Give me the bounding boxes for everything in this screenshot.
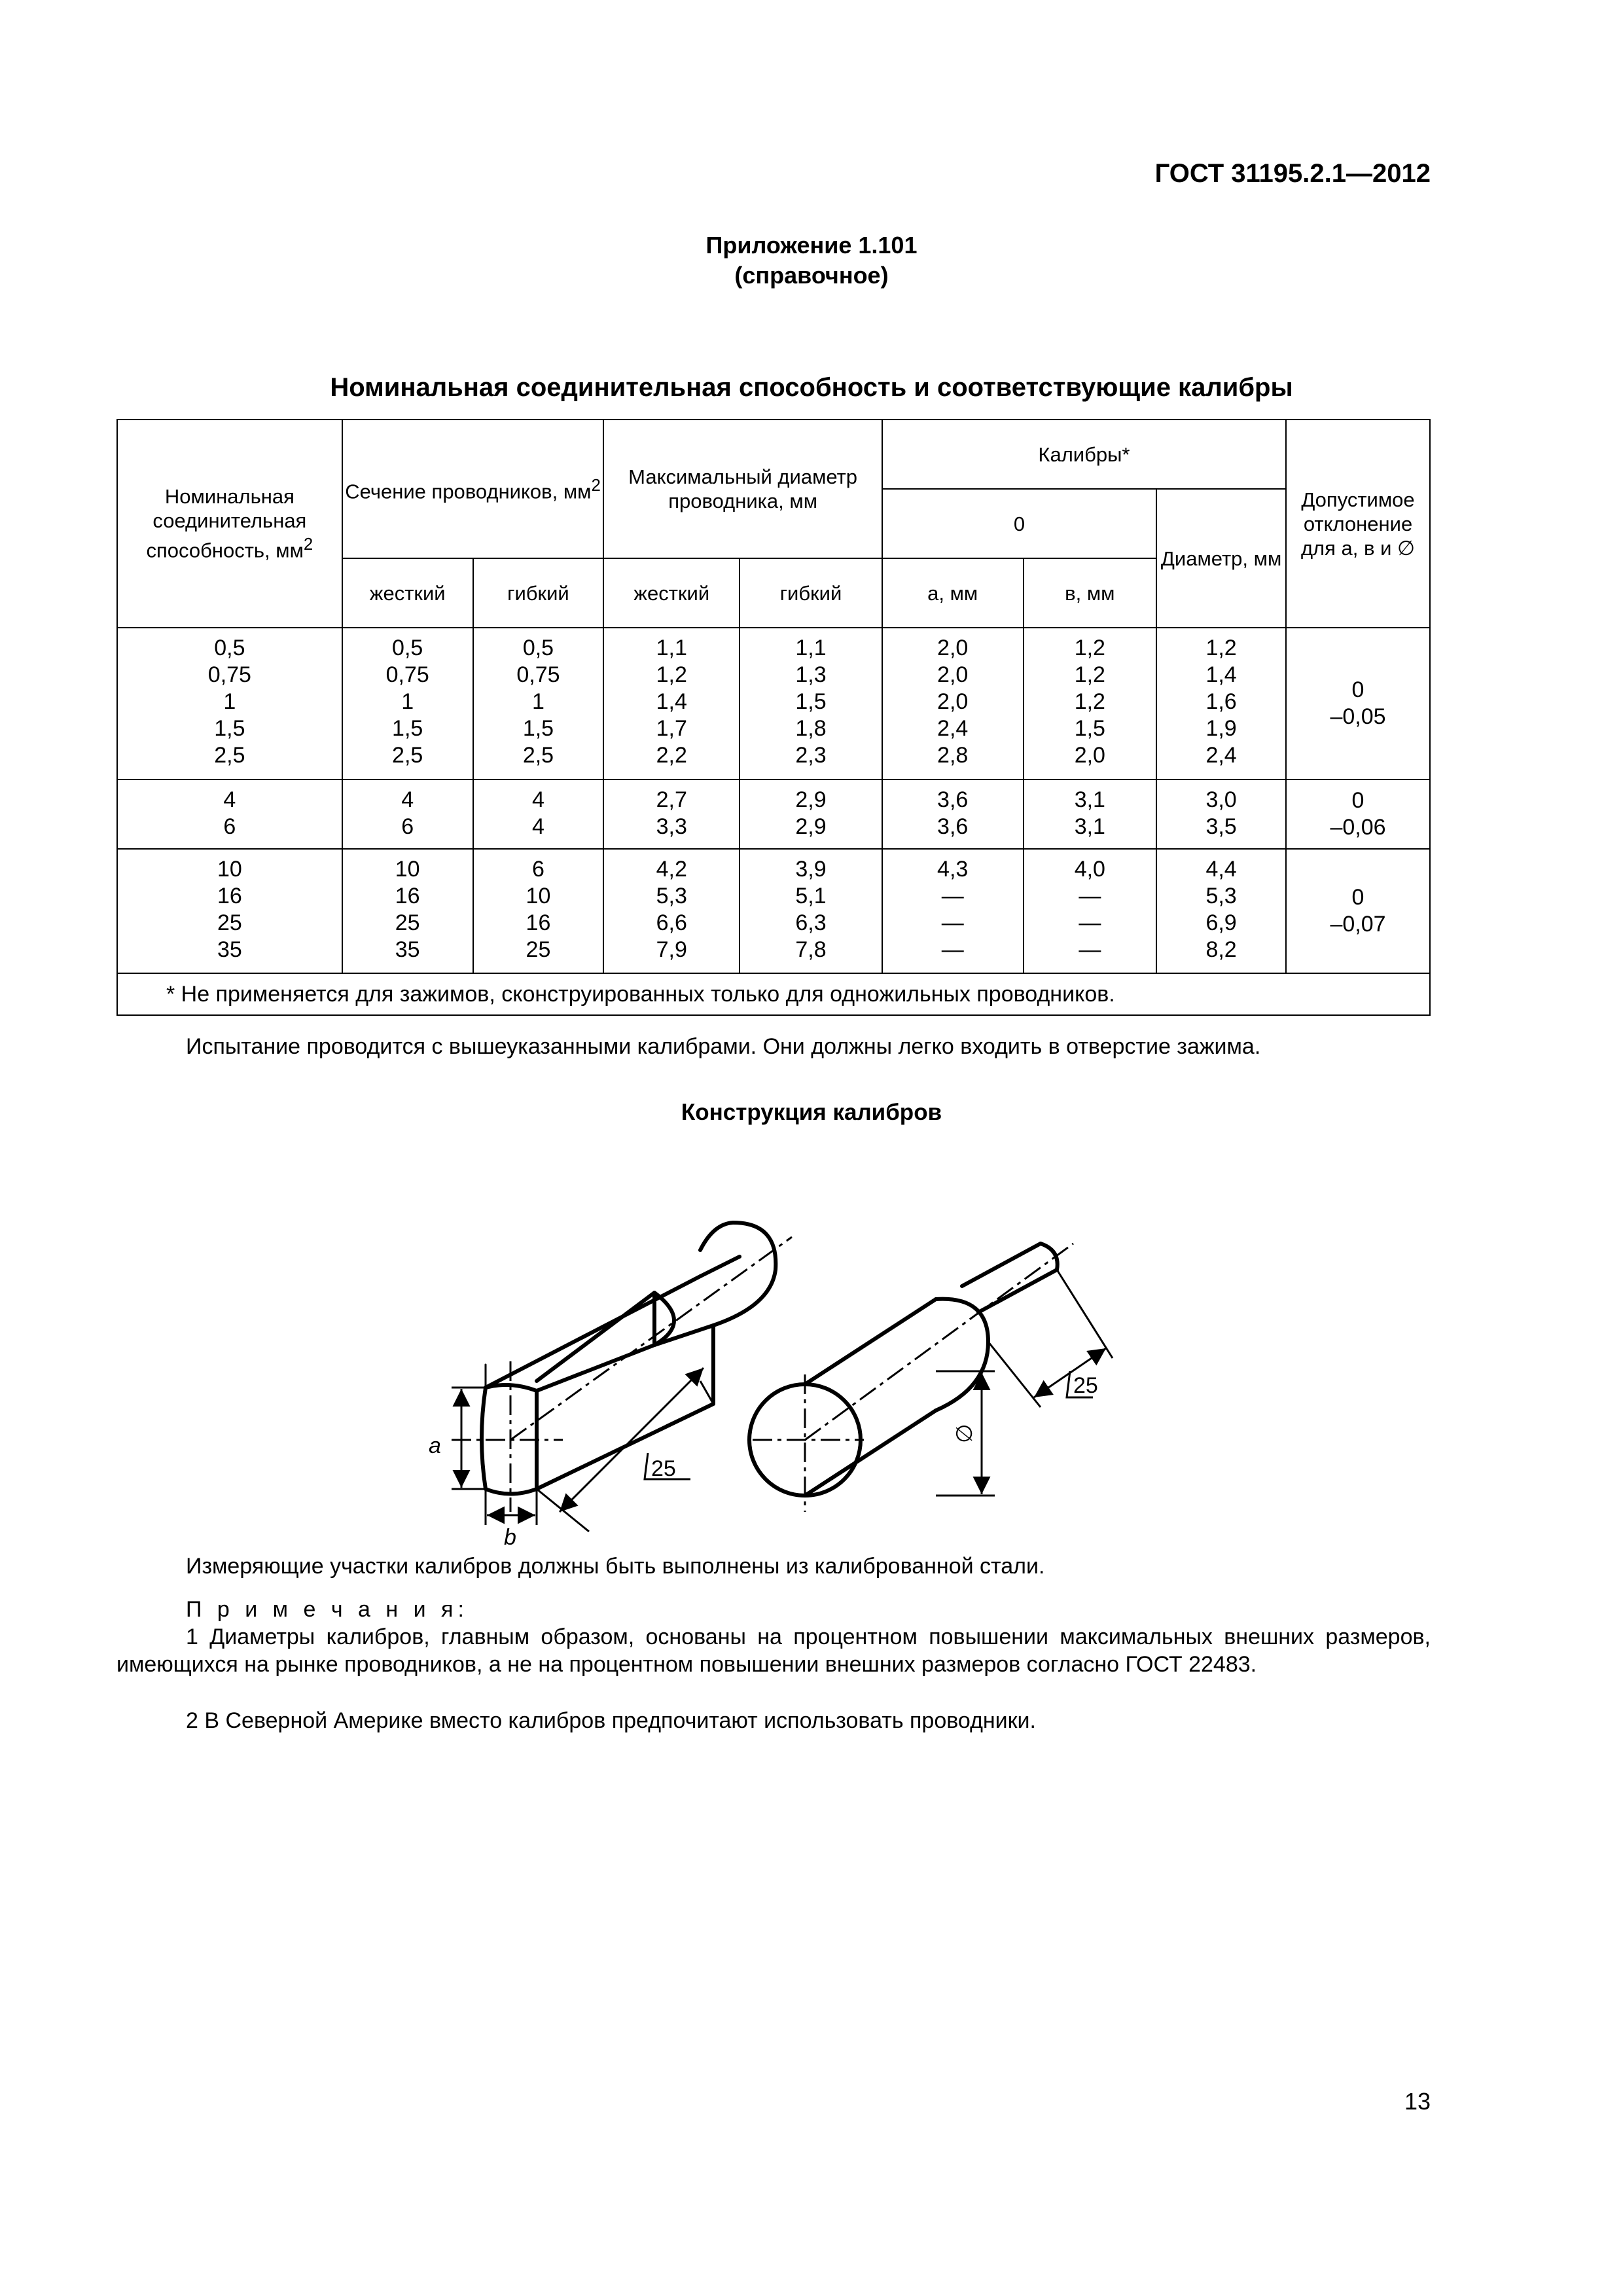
cell-max-rigid: 2,7 3,3 — [603, 780, 740, 849]
cell-flexible: 4 4 — [473, 780, 604, 849]
table-row — [117, 780, 1430, 849]
cell-tolerance: 0 –0,05 — [1286, 628, 1430, 780]
left-gauge-bottom-edge — [537, 1325, 713, 1489]
cell-diameter: 3,0 3,5 — [1156, 780, 1286, 849]
page-number: 13 — [1404, 2088, 1431, 2115]
annex-heading — [0, 230, 1623, 291]
stem-bottom — [978, 1270, 1057, 1312]
cell-a: 4,3 — — — — [882, 849, 1024, 973]
table-footnote: * Не применяется для зажимов, сконструированных только для одножильных проводников. — [117, 973, 1430, 1015]
table-title: Номинальная соединительная способность и соответствующие калибры — [330, 373, 1293, 402]
cell-max-flexible: 2,9 2,9 — [740, 780, 882, 849]
header-max-diameter: Максимальный диаметр проводника, мм — [603, 420, 882, 558]
table-footnote-row — [117, 973, 1430, 1015]
cell-flexible: 6 10 16 25 — [473, 849, 604, 973]
header-section: Сечение проводников, $мм^2$ — [342, 420, 604, 558]
label-b: b — [504, 1525, 516, 1550]
cell-nominal: 0,5 0,75 1 1,5 2,5 — [117, 628, 342, 780]
cell-flexible: 0,5 0,75 1 1,5 2,5 — [473, 628, 604, 780]
cell-a: 3,6 3,6 — [882, 780, 1024, 849]
cell-tolerance: 0 –0,06 — [1286, 780, 1430, 849]
header-flexible: гибкий — [473, 558, 604, 628]
gauge-table — [116, 419, 1431, 1016]
cell-rigid: 10 16 25 35 — [342, 849, 473, 973]
note-2: 2 В Северной Америке вместо калибров предпочитают использовать проводники. — [186, 1708, 1036, 1733]
right-gauge-bottom-edge — [805, 1410, 936, 1496]
left-gauge-back-top — [700, 1223, 733, 1250]
header-tolerance: Допустимое отклонение для a, в и ∅ — [1286, 420, 1430, 628]
cell-max-flexible: 1,1 1,3 1,5 1,8 2,3 — [740, 628, 882, 780]
annex-subtitle: (справочное) — [734, 262, 889, 289]
cell-b: 3,1 3,1 — [1024, 780, 1157, 849]
header-rigid: жесткий — [342, 558, 473, 628]
header-gauge-diameter: Диаметр, мм — [1156, 489, 1286, 628]
header-gauges: Калибры* — [882, 420, 1286, 489]
cell-max-rigid: 4,2 5,3 6,6 7,9 — [603, 849, 740, 973]
annex-title: Приложение 1.101 — [705, 232, 918, 259]
label-25-left: 25 — [651, 1456, 676, 1481]
document-code: ГОСТ 31195.2.1—2012 — [1154, 159, 1431, 188]
cell-diameter: 1,2 1,4 1,6 1,9 2,4 — [1156, 628, 1286, 780]
cell-diameter: 4,4 5,3 6,9 8,2 — [1156, 849, 1286, 973]
header-max-rigid: жесткий — [603, 558, 740, 628]
header-nominal: Номинальная соединительная способность, $мм^2$ — [117, 420, 342, 628]
header-b: в, мм — [1024, 558, 1157, 628]
table-row — [117, 628, 1430, 780]
test-note: Испытание проводится с вышеуказанными калибрами. Они должны легко входить в отверстие зажима. — [186, 1034, 1261, 1059]
drawing-title: Конструкция калибров — [681, 1100, 942, 1125]
notes-heading: П р и м е ч а н и я: — [186, 1597, 469, 1622]
header-a: а, мм — [882, 558, 1024, 628]
note-1: 1 Диаметры калибров, главным образом, основаны на процентном повышении максимальных внешних размеров, имеющихся на рынке проводников, а не на процентном повышении внешних размеров согласно ГОСТ 22483. — [116, 1624, 1431, 1677]
header-gauge-o: 0 — [882, 489, 1156, 558]
stem-top — [962, 1244, 1041, 1286]
right-gauge-top-edge — [805, 1299, 936, 1384]
label-diameter: ∅ — [952, 1424, 977, 1443]
cell-b: 4,0 — — — — [1024, 849, 1157, 973]
cell-rigid: 4 6 — [342, 780, 473, 849]
cell-a: 2,0 2,0 2,0 2,4 2,8 — [882, 628, 1024, 780]
left-gauge-axis — [510, 1237, 792, 1440]
cell-max-rigid: 1,1 1,2 1,4 1,7 2,2 — [603, 628, 740, 780]
label-a: a — [429, 1433, 441, 1458]
right-gauge-back-end — [936, 1299, 988, 1410]
gauge-drawing — [412, 1145, 1185, 1551]
cell-nominal: 10 16 25 35 — [117, 849, 342, 973]
cell-tolerance: 0 –0,07 — [1286, 849, 1430, 973]
steel-note: Измеряющие участки калибров должны быть выполнены из калиброванной стали. — [186, 1554, 1045, 1579]
cell-nominal: 4 6 — [117, 780, 342, 849]
cell-max-flexible: 3,9 5,1 6,3 7,8 — [740, 849, 882, 973]
cell-rigid: 0,5 0,75 1 1,5 2,5 — [342, 628, 473, 780]
header-max-flexible: гибкий — [740, 558, 882, 628]
label-25-right: 25 — [1073, 1373, 1098, 1398]
table-row — [117, 849, 1430, 973]
cell-b: 1,2 1,2 1,2 1,5 2,0 — [1024, 628, 1157, 780]
